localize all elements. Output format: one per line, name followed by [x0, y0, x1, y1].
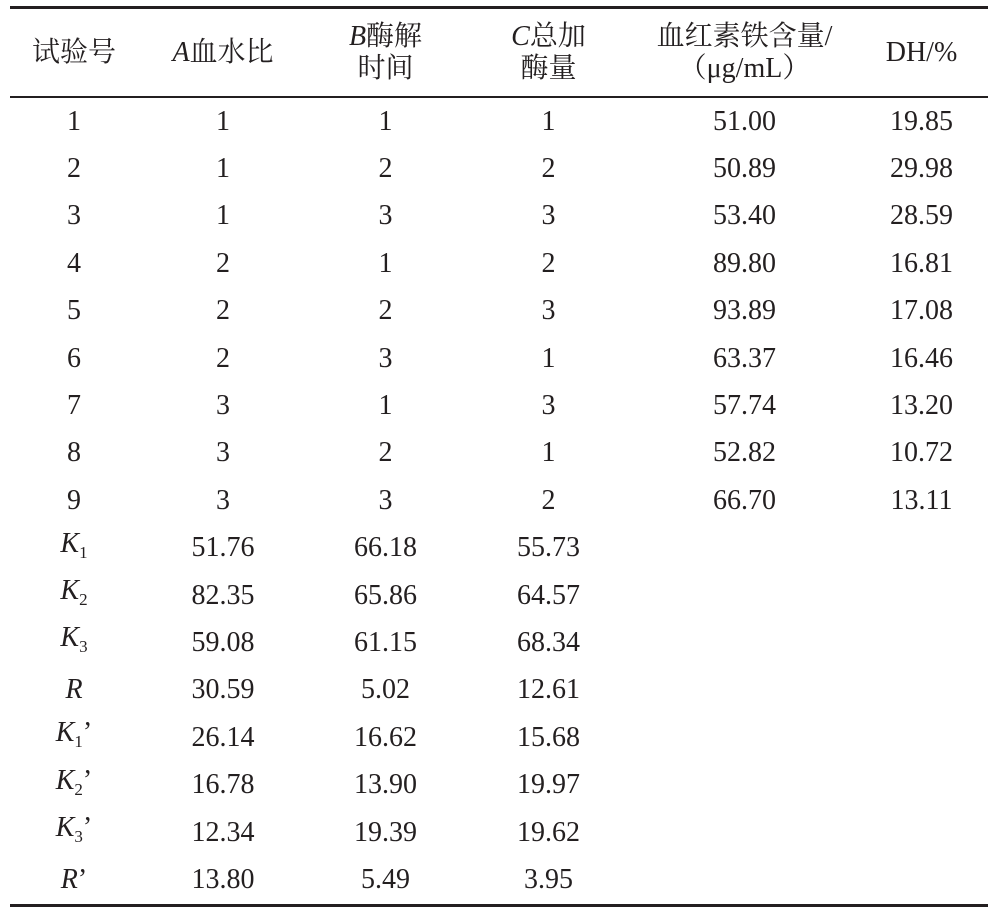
table-row [10, 335, 988, 382]
cell-factor-a: 1 [216, 200, 230, 232]
cell-factor-a: 2 [216, 342, 230, 374]
header-factor-a [138, 37, 308, 69]
stat-subscript: 1 [79, 542, 88, 562]
cell-factor-b: 1 [378, 390, 393, 422]
cell-factor-a: 3 [216, 390, 230, 422]
header-factor-b [308, 21, 463, 85]
table-row [10, 525, 988, 572]
table-row [10, 809, 988, 856]
cell-stat-label [10, 864, 138, 896]
table-row [10, 856, 988, 903]
stat-prime: ’ [82, 812, 93, 844]
cell-factor-c: 1 [541, 342, 556, 374]
cell-stat-c: 15.68 [517, 721, 580, 753]
stat-symbol: R [65, 674, 83, 706]
header-factor-c-label-line1: 总加 [529, 20, 586, 52]
cell-stat-c: 68.34 [517, 626, 580, 658]
stat-prime: ’ [77, 863, 88, 895]
cell-factor-b: 1 [378, 105, 393, 137]
cell-stat-label [10, 528, 138, 569]
cell-heme-iron: 66.70 [713, 484, 776, 516]
header-factor-a-symbol: A [172, 36, 190, 68]
stat-symbol: K [55, 812, 75, 844]
table-row [10, 572, 988, 619]
cell-factor-b: 2 [378, 153, 393, 185]
cell-heme-iron: 51.00 [713, 105, 776, 137]
cell-trial-no: 2 [67, 153, 81, 185]
cell-stat-label [10, 674, 138, 706]
cell-stat-label [10, 575, 138, 616]
cell-dh: 16.46 [890, 342, 953, 374]
cell-dh: 10.72 [890, 437, 953, 469]
table-row [10, 477, 988, 524]
stat-prime: ’ [82, 764, 93, 796]
header-factor-b-symbol: B [348, 20, 367, 52]
header-factor-b-label-line2: 时间 [357, 52, 414, 84]
stat-prime: ’ [82, 717, 93, 749]
cell-stat-a: 59.08 [191, 626, 255, 658]
cell-factor-c: 2 [541, 153, 556, 185]
cell-factor-b: 2 [378, 295, 393, 327]
cell-stat-c: 64.57 [517, 579, 580, 611]
cell-factor-c: 2 [541, 484, 556, 516]
header-factor-c-label-line2: 酶量 [520, 52, 577, 84]
cell-factor-a: 3 [216, 437, 230, 469]
cell-heme-iron: 53.40 [713, 200, 776, 232]
table-row [10, 430, 988, 477]
cell-trial-no: 9 [67, 484, 81, 516]
header-dh: DH/% [885, 36, 958, 68]
table-body [10, 98, 988, 904]
cell-factor-c: 3 [541, 200, 556, 232]
stat-symbol: K [60, 622, 80, 654]
cell-stat-b: 5.49 [361, 863, 410, 895]
cell-heme-iron: 52.82 [713, 437, 776, 469]
cell-stat-b: 5.02 [361, 674, 410, 706]
cell-stat-c: 55.73 [517, 532, 580, 564]
cell-stat-a: 16.78 [191, 769, 255, 801]
stat-subscript: 2 [79, 590, 88, 610]
stat-symbol: K [60, 575, 80, 607]
cell-stat-c: 12.61 [517, 674, 580, 706]
header-heme-iron-line1: 血红素铁含量/ [656, 20, 833, 52]
header-factor-b-label-line1: 酶解 [366, 20, 423, 52]
stat-subscript: 3 [74, 827, 83, 847]
table-row [10, 667, 988, 714]
cell-stat-c: 3.95 [524, 863, 573, 895]
header-heme-iron [634, 21, 855, 85]
cell-heme-iron: 89.80 [713, 247, 776, 279]
cell-heme-iron: 63.37 [713, 342, 776, 374]
cell-stat-b: 65.86 [354, 579, 417, 611]
table-row [10, 761, 988, 808]
stat-subscript: 3 [79, 637, 88, 657]
cell-dh: 16.81 [890, 247, 953, 279]
cell-factor-c: 2 [541, 247, 556, 279]
cell-stat-a: 82.35 [191, 579, 255, 611]
table-row [10, 240, 988, 287]
bottom-rule [10, 904, 988, 907]
cell-factor-a: 2 [216, 247, 230, 279]
table-row [10, 98, 988, 145]
cell-factor-c: 1 [541, 105, 556, 137]
cell-trial-no: 6 [67, 342, 81, 374]
cell-factor-c: 3 [541, 390, 556, 422]
stat-symbol: R [60, 863, 78, 895]
cell-heme-iron: 93.89 [713, 295, 776, 327]
cell-trial-no: 8 [67, 437, 81, 469]
cell-factor-b: 1 [378, 247, 393, 279]
cell-dh: 29.98 [890, 153, 953, 185]
cell-dh: 19.85 [890, 105, 953, 137]
cell-factor-a: 2 [216, 295, 230, 327]
cell-stat-a: 51.76 [191, 532, 255, 564]
stat-subscript: 2 [74, 779, 83, 799]
cell-dh: 28.59 [890, 200, 953, 232]
cell-stat-b: 19.39 [354, 816, 417, 848]
cell-factor-c: 3 [541, 295, 556, 327]
header-heme-iron-unit: （μg/mL） [678, 52, 811, 84]
cell-stat-c: 19.62 [517, 816, 580, 848]
cell-factor-b: 3 [378, 484, 393, 516]
table-row [10, 145, 988, 192]
orthogonal-test-table [10, 6, 988, 907]
cell-stat-label [10, 812, 138, 853]
table-row [10, 382, 988, 429]
cell-trial-no: 1 [67, 105, 81, 137]
cell-heme-iron: 50.89 [713, 153, 776, 185]
cell-dh: 13.20 [890, 390, 953, 422]
cell-stat-b: 61.15 [354, 626, 417, 658]
table-header [10, 9, 988, 96]
header-factor-c [463, 21, 634, 85]
cell-trial-no: 4 [67, 247, 81, 279]
table-row [10, 288, 988, 335]
header-trial-no: 试验号 [31, 36, 116, 68]
cell-stat-label [10, 717, 138, 758]
cell-stat-a: 13.80 [191, 863, 255, 895]
cell-dh: 13.11 [890, 484, 953, 516]
header-factor-c-symbol: C [511, 20, 530, 52]
stat-subscript: 1 [74, 732, 83, 752]
header-factor-a-label: 血水比 [189, 36, 274, 68]
stat-symbol: K [55, 764, 75, 796]
cell-stat-label [10, 765, 138, 806]
cell-factor-c: 1 [541, 437, 556, 469]
table-row [10, 193, 988, 240]
stat-symbol: K [60, 527, 80, 559]
table-row [10, 714, 988, 761]
cell-trial-no: 5 [67, 295, 81, 327]
cell-stat-a: 12.34 [191, 816, 255, 848]
stat-symbol: K [55, 717, 75, 749]
cell-factor-b: 3 [378, 200, 393, 232]
cell-factor-b: 2 [378, 437, 393, 469]
cell-factor-b: 3 [378, 342, 393, 374]
cell-dh: 17.08 [890, 295, 953, 327]
cell-stat-a: 30.59 [191, 674, 255, 706]
cell-trial-no: 3 [67, 200, 81, 232]
cell-trial-no: 7 [67, 390, 81, 422]
cell-heme-iron: 57.74 [713, 390, 776, 422]
cell-stat-b: 66.18 [354, 532, 417, 564]
table-row [10, 619, 988, 666]
cell-stat-b: 13.90 [354, 769, 417, 801]
cell-factor-a: 1 [216, 105, 230, 137]
cell-stat-label [10, 622, 138, 663]
cell-factor-a: 1 [216, 153, 230, 185]
cell-stat-a: 26.14 [191, 721, 255, 753]
cell-stat-b: 16.62 [354, 721, 417, 753]
cell-factor-a: 3 [216, 484, 230, 516]
cell-stat-c: 19.97 [517, 769, 580, 801]
